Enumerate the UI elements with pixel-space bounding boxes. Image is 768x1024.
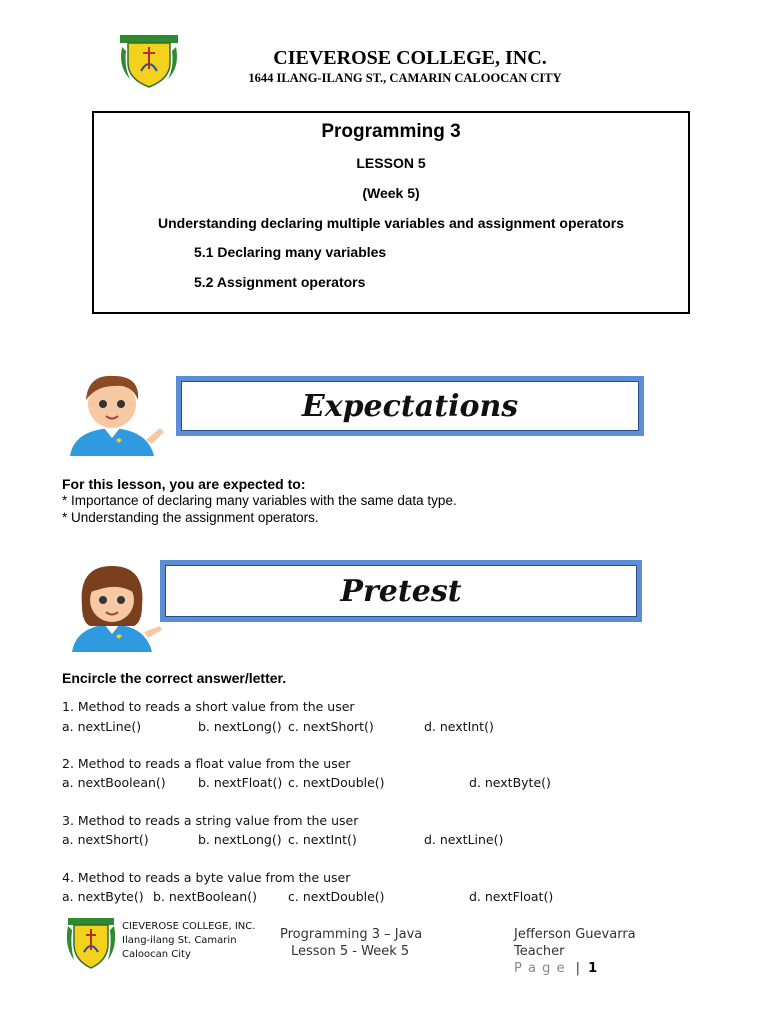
choice-b: b. nextFloat() — [198, 775, 283, 790]
course-title: Programming 3 — [321, 121, 461, 142]
boy-illustration — [60, 366, 170, 456]
choice-a: a. nextLine() — [62, 719, 142, 734]
expectations-banner-title: Expectations — [181, 381, 639, 431]
choice-b: b. nextBoolean() — [153, 889, 257, 904]
expectations-intro: For this lesson, you are expected to: — [62, 476, 306, 492]
choice-d: d. nextLine() — [424, 832, 504, 847]
page-separator: | — [575, 961, 580, 976]
college-seal-icon — [116, 33, 182, 89]
pretest-banner — [160, 560, 642, 622]
footer-seal-icon — [64, 916, 118, 970]
pretest-banner-title: Pretest — [165, 565, 637, 617]
lesson-number: LESSON 5 — [356, 155, 426, 171]
footer-college-name: CIEVEROSE COLLEGE, INC. — [122, 921, 256, 932]
choice-c: c. nextDouble() — [288, 889, 385, 904]
choice-d: d. nextByte() — [469, 775, 551, 790]
college-address: 1644 ILANG-ILANG ST., CAMARIN CALOOCAN CITY — [248, 71, 562, 85]
question-text: 4. Method to reads a byte value from the user — [62, 870, 351, 885]
footer-page — [514, 961, 597, 976]
choice-c: c. nextInt() — [288, 832, 357, 847]
college-name: CIEVEROSE COLLEGE, INC. — [273, 47, 547, 69]
lesson-week: (Week 5) — [362, 185, 420, 201]
footer-course: Programming 3 – Java — [280, 927, 423, 942]
footer-role: Teacher — [514, 944, 565, 959]
page-label: P a g e — [514, 961, 566, 976]
lesson-title-box — [92, 111, 690, 314]
subtopic-1: 5.1 Declaring many variables — [194, 244, 387, 260]
girl-illustration — [60, 560, 170, 652]
question-text: 3. Method to reads a string value from the user — [62, 813, 359, 828]
choice-a: a. nextBoolean() — [62, 775, 166, 790]
choice-c: c. nextDouble() — [288, 775, 385, 790]
choice-b: b. nextLong() — [198, 719, 282, 734]
choice-a: a. nextByte() — [62, 889, 144, 904]
expectation-item: * Importance of declaring many variables with the same data type. — [62, 493, 457, 508]
footer-lesson: Lesson 5 - Week 5 — [291, 944, 410, 959]
choice-a: a. nextShort() — [62, 832, 149, 847]
question-text: 1. Method to reads a short value from the user — [62, 699, 355, 714]
subtopic-2: 5.2 Assignment operators — [194, 274, 366, 290]
choice-d: d. nextFloat() — [469, 889, 554, 904]
choice-c: c. nextShort() — [288, 719, 374, 734]
page-number: 1 — [588, 961, 598, 976]
lesson-topic: Understanding declaring multiple variables and assignment operators — [158, 215, 624, 231]
pretest-instruction: Encircle the correct answer/letter. — [62, 670, 287, 686]
choice-d: d. nextInt() — [424, 719, 494, 734]
expectation-item: * Understanding the assignment operators. — [62, 510, 319, 525]
question-text: 2. Method to reads a float value from the user — [62, 756, 351, 771]
choice-b: b. nextLong() — [198, 832, 282, 847]
footer-college-street: Ilang-ilang St. Camarin — [122, 935, 237, 946]
expectations-banner — [176, 376, 644, 436]
footer-author: Jefferson Guevarra — [514, 927, 636, 942]
footer-college-city: Caloocan City — [122, 949, 191, 960]
